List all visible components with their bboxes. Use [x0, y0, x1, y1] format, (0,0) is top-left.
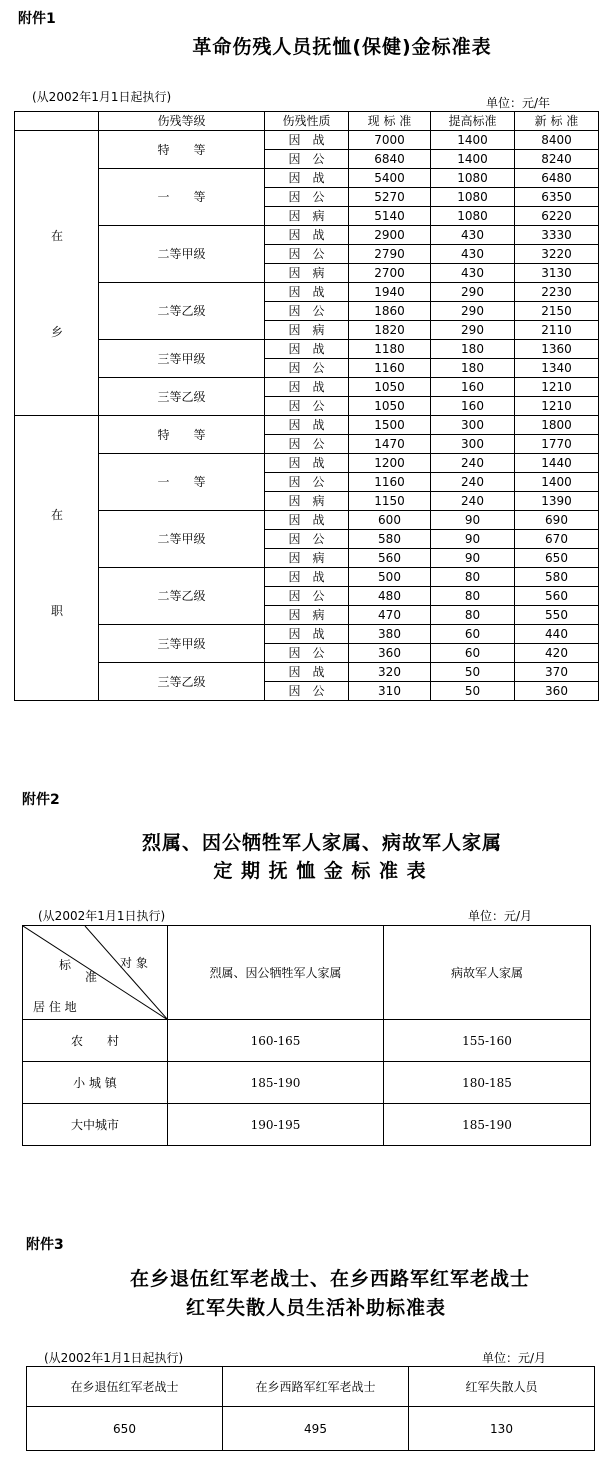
increase-cell: 290 — [431, 302, 515, 321]
table2-col-deceased-family: 病故军人家属 — [384, 926, 591, 1020]
grade-cell: 特 等 — [99, 131, 265, 169]
increase-cell: 1080 — [431, 188, 515, 207]
current-standard-cell: 500 — [349, 568, 431, 587]
increase-cell: 300 — [431, 416, 515, 435]
nature-cell: 因 公 — [265, 359, 349, 378]
red-army-subsidy-table — [26, 1366, 595, 1451]
table2-corner-cell — [23, 926, 168, 1020]
attachment-1-label: 附件1 — [18, 11, 56, 27]
increase-cell: 80 — [431, 587, 515, 606]
nature-cell: 因 病 — [265, 606, 349, 625]
row-place: 大中城市 — [23, 1104, 168, 1146]
table1-row — [15, 511, 599, 530]
grade-cell: 二等乙级 — [99, 568, 265, 625]
increase-cell: 160 — [431, 397, 515, 416]
nature-cell: 因 战 — [265, 131, 349, 150]
grade-cell: 三等乙级 — [99, 663, 265, 701]
current-standard-cell: 1150 — [349, 492, 431, 511]
nature-cell: 因 公 — [265, 473, 349, 492]
table1-row — [15, 663, 599, 682]
current-standard-cell: 310 — [349, 682, 431, 701]
grade-cell: 二等乙级 — [99, 283, 265, 340]
increase-cell: 290 — [431, 283, 515, 302]
current-standard-cell: 600 — [349, 511, 431, 530]
grade-cell: 一 等 — [99, 454, 265, 511]
corner-biao: 标 — [59, 958, 72, 972]
table3-header-dispersed-personnel: 红军失散人员 — [409, 1367, 595, 1407]
grade-cell: 三等甲级 — [99, 340, 265, 378]
increase-cell: 1080 — [431, 207, 515, 226]
nature-cell: 因 病 — [265, 207, 349, 226]
table2-unit: 单位：元/月 — [468, 909, 533, 923]
row-value-1: 190-195 — [168, 1104, 384, 1146]
row-value-1: 160-165 — [168, 1020, 384, 1062]
nature-cell: 因 战 — [265, 568, 349, 587]
nature-cell: 因 公 — [265, 587, 349, 606]
current-standard-cell: 580 — [349, 530, 431, 549]
new-standard-cell: 1400 — [515, 473, 599, 492]
increase-cell: 180 — [431, 359, 515, 378]
increase-cell: 1400 — [431, 131, 515, 150]
row-value-2: 155-160 — [384, 1020, 591, 1062]
table3-value-west-route-veterans: 495 — [223, 1407, 409, 1451]
table1-header-row — [15, 112, 599, 131]
nature-cell: 因 战 — [265, 169, 349, 188]
group-name-top: 在 — [51, 508, 64, 522]
new-standard-cell: 670 — [515, 530, 599, 549]
group-name-top: 在 — [51, 229, 64, 243]
table1-row — [15, 226, 599, 245]
new-standard-cell: 360 — [515, 682, 599, 701]
new-standard-cell: 1360 — [515, 340, 599, 359]
table1-row — [15, 454, 599, 473]
new-standard-cell: 560 — [515, 587, 599, 606]
current-standard-cell: 6840 — [349, 150, 431, 169]
grade-cell: 三等甲级 — [99, 625, 265, 663]
increase-cell: 60 — [431, 644, 515, 663]
group-cell — [15, 131, 99, 416]
new-standard-cell: 2230 — [515, 283, 599, 302]
current-standard-cell: 5400 — [349, 169, 431, 188]
row-place: 农 村 — [23, 1020, 168, 1062]
increase-cell: 1400 — [431, 150, 515, 169]
table1-row — [15, 340, 599, 359]
table1-row — [15, 378, 599, 397]
current-standard-cell: 1860 — [349, 302, 431, 321]
periodic-pension-table — [22, 925, 591, 1146]
table3-value-dispersed-personnel: 130 — [409, 1407, 595, 1451]
corner-duixiang: 对 象 — [120, 956, 148, 970]
table1-row — [15, 283, 599, 302]
current-standard-cell: 1160 — [349, 473, 431, 492]
table2-effective-date: (从2002年1月1日执行) — [38, 909, 166, 923]
nature-cell: 因 公 — [265, 245, 349, 264]
new-standard-cell: 1210 — [515, 378, 599, 397]
current-standard-cell: 360 — [349, 644, 431, 663]
nature-cell: 因 战 — [265, 378, 349, 397]
increase-cell: 290 — [431, 321, 515, 340]
increase-cell: 430 — [431, 264, 515, 283]
group-name-bottom: 乡 — [51, 325, 64, 339]
current-standard-cell: 1180 — [349, 340, 431, 359]
attachment-3-label: 附件3 — [26, 1237, 64, 1253]
increase-cell: 80 — [431, 568, 515, 587]
grade-cell: 二等甲级 — [99, 511, 265, 568]
table2-title-line1: 烈属、因公牺牲军人家属、病故军人家属 — [141, 832, 502, 854]
new-standard-cell: 3130 — [515, 264, 599, 283]
new-standard-cell: 650 — [515, 549, 599, 568]
current-standard-cell: 7000 — [349, 131, 431, 150]
new-standard-cell: 1210 — [515, 397, 599, 416]
nature-cell: 因 病 — [265, 321, 349, 340]
table1-row — [15, 568, 599, 587]
increase-cell: 300 — [431, 435, 515, 454]
table1-row — [15, 131, 599, 150]
table1-unit: 单位：元/年 — [486, 96, 551, 110]
current-standard-cell: 1050 — [349, 378, 431, 397]
group-name-bottom: 职 — [51, 604, 64, 618]
corner-zhun: 准 — [85, 970, 98, 984]
row-value-2: 185-190 — [384, 1104, 591, 1146]
current-standard-cell: 1470 — [349, 435, 431, 454]
row-value-2: 180-185 — [384, 1062, 591, 1104]
table3-effective-date: (从2002年1月1日起执行) — [44, 1351, 184, 1365]
grade-cell: 二等甲级 — [99, 226, 265, 283]
current-standard-cell: 2790 — [349, 245, 431, 264]
new-standard-cell: 1770 — [515, 435, 599, 454]
new-standard-cell: 6220 — [515, 207, 599, 226]
increase-cell: 240 — [431, 454, 515, 473]
table2-title-line2: 定 期 抚 恤 金 标 准 表 — [213, 860, 427, 882]
current-standard-cell: 380 — [349, 625, 431, 644]
new-standard-cell: 6350 — [515, 188, 599, 207]
grade-cell: 特 等 — [99, 416, 265, 454]
nature-cell: 因 公 — [265, 302, 349, 321]
new-standard-cell: 550 — [515, 606, 599, 625]
new-standard-cell: 1340 — [515, 359, 599, 378]
nature-cell: 因 公 — [265, 435, 349, 454]
increase-cell: 80 — [431, 606, 515, 625]
new-standard-cell: 8400 — [515, 131, 599, 150]
header-current-standard: 现 标 准 — [349, 112, 431, 131]
attachment-2-label: 附件2 — [22, 792, 60, 808]
increase-cell: 90 — [431, 530, 515, 549]
nature-cell: 因 战 — [265, 625, 349, 644]
nature-cell: 因 病 — [265, 549, 349, 568]
new-standard-cell: 1440 — [515, 454, 599, 473]
table3-header-west-route-veterans: 在乡西路军红军老战士 — [223, 1367, 409, 1407]
nature-cell: 因 病 — [265, 264, 349, 283]
nature-cell: 因 公 — [265, 150, 349, 169]
increase-cell: 90 — [431, 549, 515, 568]
increase-cell: 430 — [431, 245, 515, 264]
table3-unit: 单位：元/月 — [482, 1351, 547, 1365]
increase-cell: 90 — [431, 511, 515, 530]
table2-col-martyr-family: 烈属、因公牺牲军人家属 — [168, 926, 384, 1020]
header-nature: 伤残性质 — [265, 112, 349, 131]
table1-row — [15, 625, 599, 644]
current-standard-cell: 470 — [349, 606, 431, 625]
current-standard-cell: 5270 — [349, 188, 431, 207]
new-standard-cell: 8240 — [515, 150, 599, 169]
corner-juzhudi: 居 住 地 — [33, 1000, 77, 1014]
current-standard-cell: 1940 — [349, 283, 431, 302]
table3-header-retired-veterans: 在乡退伍红军老战士 — [27, 1367, 223, 1407]
row-place: 小 城 镇 — [23, 1062, 168, 1104]
row-value-1: 185-190 — [168, 1062, 384, 1104]
nature-cell: 因 公 — [265, 682, 349, 701]
new-standard-cell: 1800 — [515, 416, 599, 435]
table1-title: 革命伤残人员抚恤(保健)金标准表 — [192, 36, 492, 58]
increase-cell: 50 — [431, 682, 515, 701]
header-blank — [15, 112, 99, 131]
nature-cell: 因 战 — [265, 511, 349, 530]
current-standard-cell: 1820 — [349, 321, 431, 340]
nature-cell: 因 公 — [265, 188, 349, 207]
disability-pension-table — [14, 111, 599, 701]
nature-cell: 因 战 — [265, 416, 349, 435]
increase-cell: 50 — [431, 663, 515, 682]
header-new-standard: 新 标 准 — [515, 112, 599, 131]
table3-title-line1: 在乡退伍红军老战士、在乡西路军红军老战士 — [129, 1268, 530, 1290]
group-cell — [15, 416, 99, 701]
new-standard-cell: 370 — [515, 663, 599, 682]
nature-cell: 因 战 — [265, 454, 349, 473]
current-standard-cell: 560 — [349, 549, 431, 568]
new-standard-cell: 2110 — [515, 321, 599, 340]
increase-cell: 430 — [431, 226, 515, 245]
table3-value-retired-veterans: 650 — [27, 1407, 223, 1451]
grade-cell: 三等乙级 — [99, 378, 265, 416]
table1-effective-date: (从2002年1月1日起执行) — [32, 90, 172, 104]
increase-cell: 1080 — [431, 169, 515, 188]
increase-cell: 160 — [431, 378, 515, 397]
nature-cell: 因 战 — [265, 340, 349, 359]
nature-cell: 因 公 — [265, 530, 349, 549]
increase-cell: 60 — [431, 625, 515, 644]
table1-row — [15, 169, 599, 188]
nature-cell: 因 病 — [265, 492, 349, 511]
increase-cell: 180 — [431, 340, 515, 359]
table3-title-line2: 红军失散人员生活补助标准表 — [185, 1297, 446, 1319]
new-standard-cell: 2150 — [515, 302, 599, 321]
new-standard-cell: 6480 — [515, 169, 599, 188]
grade-cell: 一 等 — [99, 169, 265, 226]
increase-cell: 240 — [431, 492, 515, 511]
current-standard-cell: 1200 — [349, 454, 431, 473]
nature-cell: 因 战 — [265, 283, 349, 302]
new-standard-cell: 3330 — [515, 226, 599, 245]
nature-cell: 因 战 — [265, 226, 349, 245]
new-standard-cell: 420 — [515, 644, 599, 663]
current-standard-cell: 2900 — [349, 226, 431, 245]
header-increase: 提高标准 — [431, 112, 515, 131]
new-standard-cell: 690 — [515, 511, 599, 530]
current-standard-cell: 1160 — [349, 359, 431, 378]
current-standard-cell: 1050 — [349, 397, 431, 416]
nature-cell: 因 战 — [265, 663, 349, 682]
new-standard-cell: 1390 — [515, 492, 599, 511]
current-standard-cell: 320 — [349, 663, 431, 682]
increase-cell: 240 — [431, 473, 515, 492]
current-standard-cell: 480 — [349, 587, 431, 606]
new-standard-cell: 440 — [515, 625, 599, 644]
current-standard-cell: 1500 — [349, 416, 431, 435]
new-standard-cell: 580 — [515, 568, 599, 587]
new-standard-cell: 3220 — [515, 245, 599, 264]
nature-cell: 因 公 — [265, 397, 349, 416]
header-grade: 伤残等级 — [99, 112, 265, 131]
current-standard-cell: 2700 — [349, 264, 431, 283]
table1-row — [15, 416, 599, 435]
current-standard-cell: 5140 — [349, 207, 431, 226]
nature-cell: 因 公 — [265, 644, 349, 663]
